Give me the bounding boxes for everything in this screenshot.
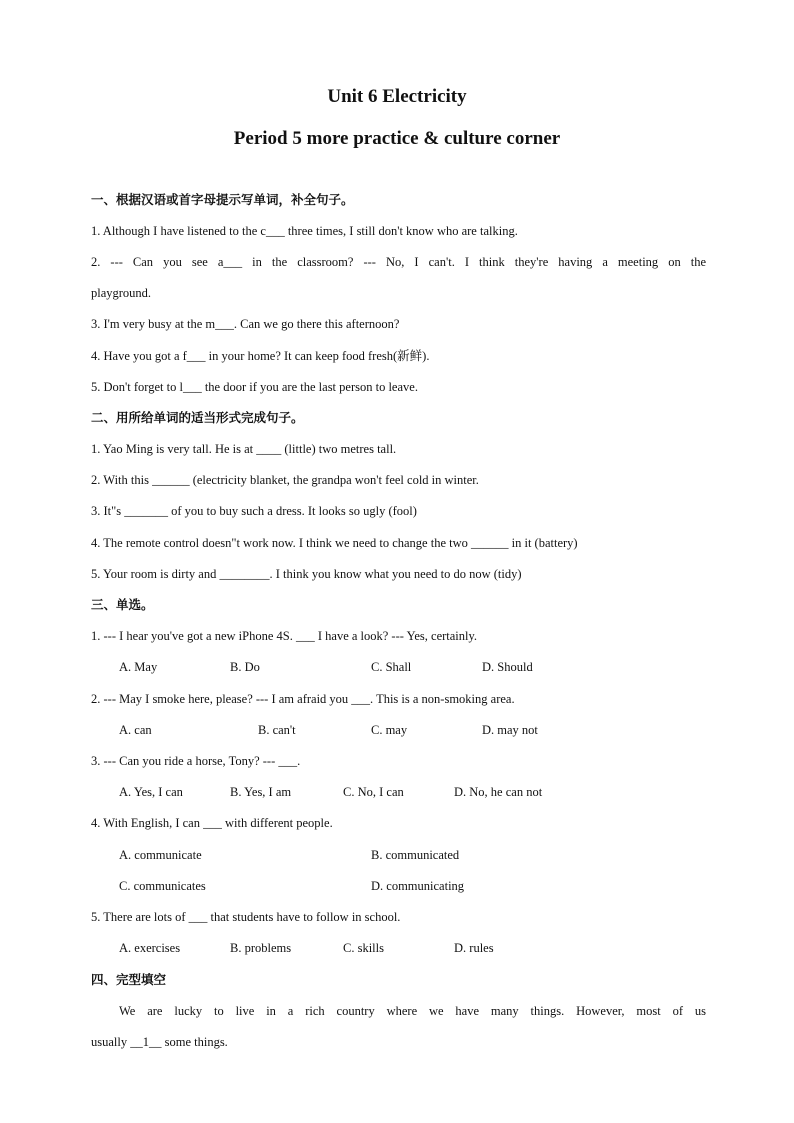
- s3-q5-option-d: D. rules: [454, 941, 494, 955]
- s3-q2-option-b: B. can't: [258, 723, 296, 737]
- s1-question-4: 4. Have you got a f___ in your home? It can keep food fresh(新鲜).: [91, 349, 430, 363]
- s1-question-1: 1. Although I have listened to the c___ three times, I still don't know who are talking.: [91, 224, 518, 238]
- s3-q2-option-a: A. can: [119, 723, 152, 737]
- s3-q5-option-c: C. skills: [343, 941, 384, 955]
- s3-q3-option-c: C. No, I can: [343, 785, 404, 799]
- s1-question-3: 3. I'm very busy at the m___. Can we go there this afternoon?: [91, 317, 400, 331]
- s3-q1-option-d: D. Should: [482, 660, 533, 674]
- s2-question-2: 2. With this ______ (electricity blanket, the grandpa won't feel cold in winter.: [91, 473, 479, 487]
- s3-question-5: 5. There are lots of ___ that students have to follow in school.: [91, 910, 401, 924]
- s2-question-5: 5. Your room is dirty and ________. I think you know what you need to do now (tidy): [91, 567, 522, 581]
- s3-q1-option-b: B. Do: [230, 660, 260, 674]
- s3-q2-option-d: D. may not: [482, 723, 538, 737]
- section-4-heading: 四、完型填空: [91, 972, 167, 987]
- s3-q4-option-b: B. communicated: [371, 848, 460, 862]
- s2-question-4: 4. The remote control doesn"t work now. I think we need to change the two ______ in it (battery): [91, 536, 578, 550]
- s3-q1-option-c: C. Shall: [371, 660, 412, 674]
- s3-question-4: 4. With English, I can ___ with different people.: [91, 816, 333, 830]
- s3-q4-option-c: C. communicates: [119, 879, 206, 893]
- s1-question-5: 5. Don't forget to l___ the door if you are the last person to leave.: [91, 380, 418, 394]
- s3-q4-option-a: A. communicate: [119, 848, 202, 862]
- s3-q1-option-a: A. May: [119, 660, 158, 674]
- s3-q4-option-d: D. communicating: [371, 879, 465, 893]
- section-2-heading: 二、用所给单词的适当形式完成句子。: [91, 410, 304, 425]
- section-3-heading: 三、单选。: [91, 597, 154, 612]
- page-title: Unit 6 Electricity: [327, 86, 467, 107]
- s2-question-1: 1. Yao Ming is very tall. He is at ____ (little) two metres tall.: [91, 442, 397, 456]
- page-subtitle: Period 5 more practice & culture corner: [233, 128, 561, 149]
- s3-q3-option-b: B. Yes, I am: [230, 785, 292, 799]
- s3-q5-option-b: B. problems: [230, 941, 292, 955]
- s3-q3-option-a: A. Yes, I can: [119, 785, 183, 799]
- s3-q5-option-a: A. exercises: [119, 941, 181, 955]
- section-1-heading: 一、根据汉语或首字母提示写单词，补全句子。: [91, 192, 354, 207]
- s3-question-3: 3. --- Can you ride a horse, Tony? --- ___.: [91, 754, 301, 768]
- s2-question-3: 3. It"s _______ of you to buy such a dress. It looks so ugly (fool): [91, 504, 417, 518]
- s1-question-2-cont: playground.: [91, 286, 152, 300]
- cloze-paragraph-line-1: We are lucky to live in a rich country where we have many things. However, most of us: [119, 1004, 706, 1018]
- s3-question-1: 1. --- I hear you've got a new iPhone 4S. ___ I have a look? --- Yes, certainly.: [91, 629, 478, 643]
- cloze-paragraph-line-2: usually __1__ some things.: [91, 1035, 228, 1049]
- s3-q3-option-d: D. No, he can not: [454, 785, 543, 799]
- s3-question-2: 2. --- May I smoke here, please? --- I am afraid you ___. This is a non-smoking area.: [91, 692, 515, 706]
- s1-question-2: 2. --- Can you see a___ in the classroom? --- No, I can't. I think they're having a meeting on the: [91, 255, 706, 269]
- s3-q2-option-c: C. may: [371, 723, 408, 737]
